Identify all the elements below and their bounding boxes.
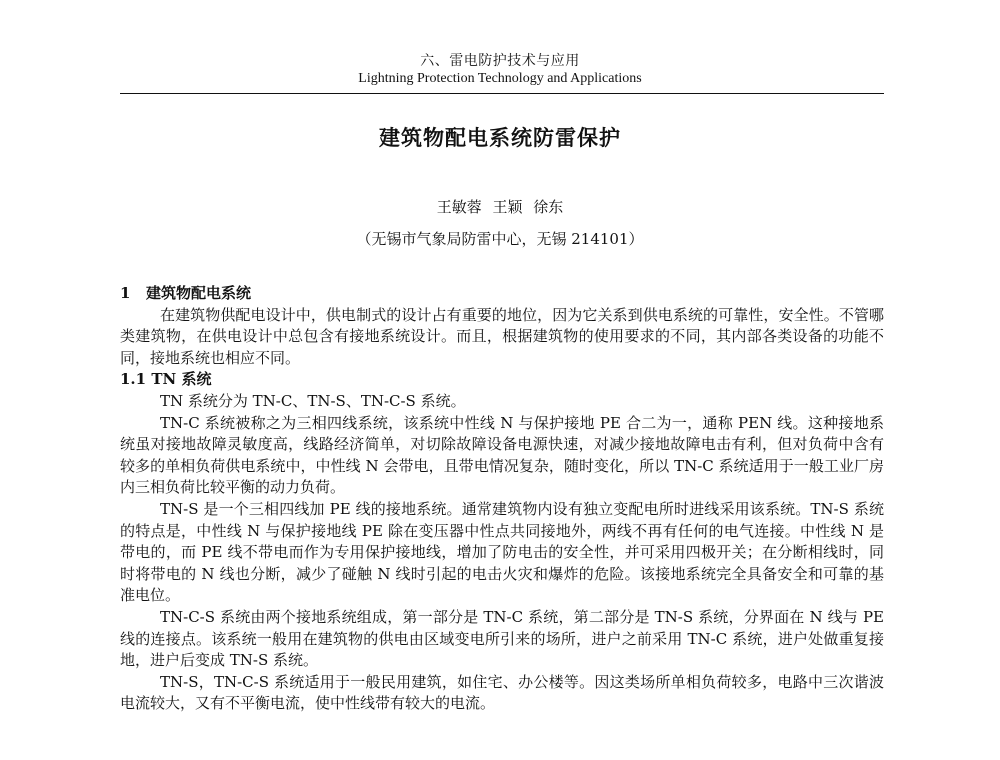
paragraph: TN-C-S 系统由两个接地系统组成，第一部分是 TN-C 系统，第二部分是 TN-S 系统，分界面在 N 线与 PE 线的连接点。该系统一般用在建筑物的供电由区域变电所引来的场所，进户之前采用 TN-C 系统，进户处做重复接地，进户后变成 TN-S 系统。 <box>120 607 884 670</box>
paragraph: TN-S，TN-C-S 系统适用于一般民用建筑，如住宅、办公楼等。因这类场所单相负荷较多，电路中三次谐波电流较大，又有不平衡电流，使中性线带有较大的电流。 <box>120 672 884 713</box>
running-header <box>120 52 880 88</box>
section-heading <box>120 283 884 305</box>
article-title: 建筑物配电系统防雷保护 <box>379 125 621 150</box>
subsection-title: TN 系统 <box>151 370 212 389</box>
subsection-heading <box>120 369 884 391</box>
running-header-english: Lightning Protection Technology and Applications <box>358 71 642 86</box>
paragraph: TN-C 系统被称之为三相四线系统，该系统中性线 N 与保护接地 PE 合二为一，通称 PEN 线。这种接地系统虽对接地故障灵敏度高，线路经济简单，对切除故障设备电源快速，对减少接地故障电击有利，但对负荷中含有较多的单相负荷供电系统中，中性线 N 会带电，且带电情况复杂，随时变化，所以 TN-C 系统适用于一般工业厂房内三相负荷比较平衡的动力负荷。 <box>120 413 884 497</box>
paragraph: 在建筑物供配电设计中，供电制式的设计占有重要的地位，因为它关系到供电系统的可靠性，安全性。不管哪类建筑物，在供电设计中总包含有接地系统设计。而且，根据建筑物的使用要求的不同，其内部各类设备的功能不同，接地系统也相应不同。 <box>120 305 884 367</box>
article-affiliation: （无锡市气象局防雷中心，无锡 214101） <box>356 230 644 248</box>
header-divider <box>120 93 884 94</box>
running-header-chinese: 六、雷电防护技术与应用 <box>420 53 580 69</box>
section-number: 1 <box>120 284 131 302</box>
article-authors: 王敏蓉 王颖 徐东 <box>436 198 564 216</box>
section-title: 建筑物配电系统 <box>146 284 252 302</box>
article-body <box>120 283 884 715</box>
paragraph: TN-S 是一个三相四线加 PE 线的接地系统。通常建筑物内设有独立变配电所时进线采用该系统。TN-S 系统的特点是，中性线 N 与保护接地线 PE 除在变压器中性点共同接地外，两线不再有任何的电气连接。中性线 N 是带电的，而 PE 线不带电而作为专用保护接地线，增加了防电击的安全性，并可采用四极开关；在分断相线时，同时将带电的 N 线也分断，减少了碰触 N 线时引起的电击火灾和爆炸的危险。该接地系统完全具备安全和可靠的基准电位。 <box>120 499 884 605</box>
paragraph: TN 系统分为 TN-C、TN-S、TN-C-S 系统。 <box>160 391 466 410</box>
subsection-number: 1.1 <box>120 370 147 389</box>
